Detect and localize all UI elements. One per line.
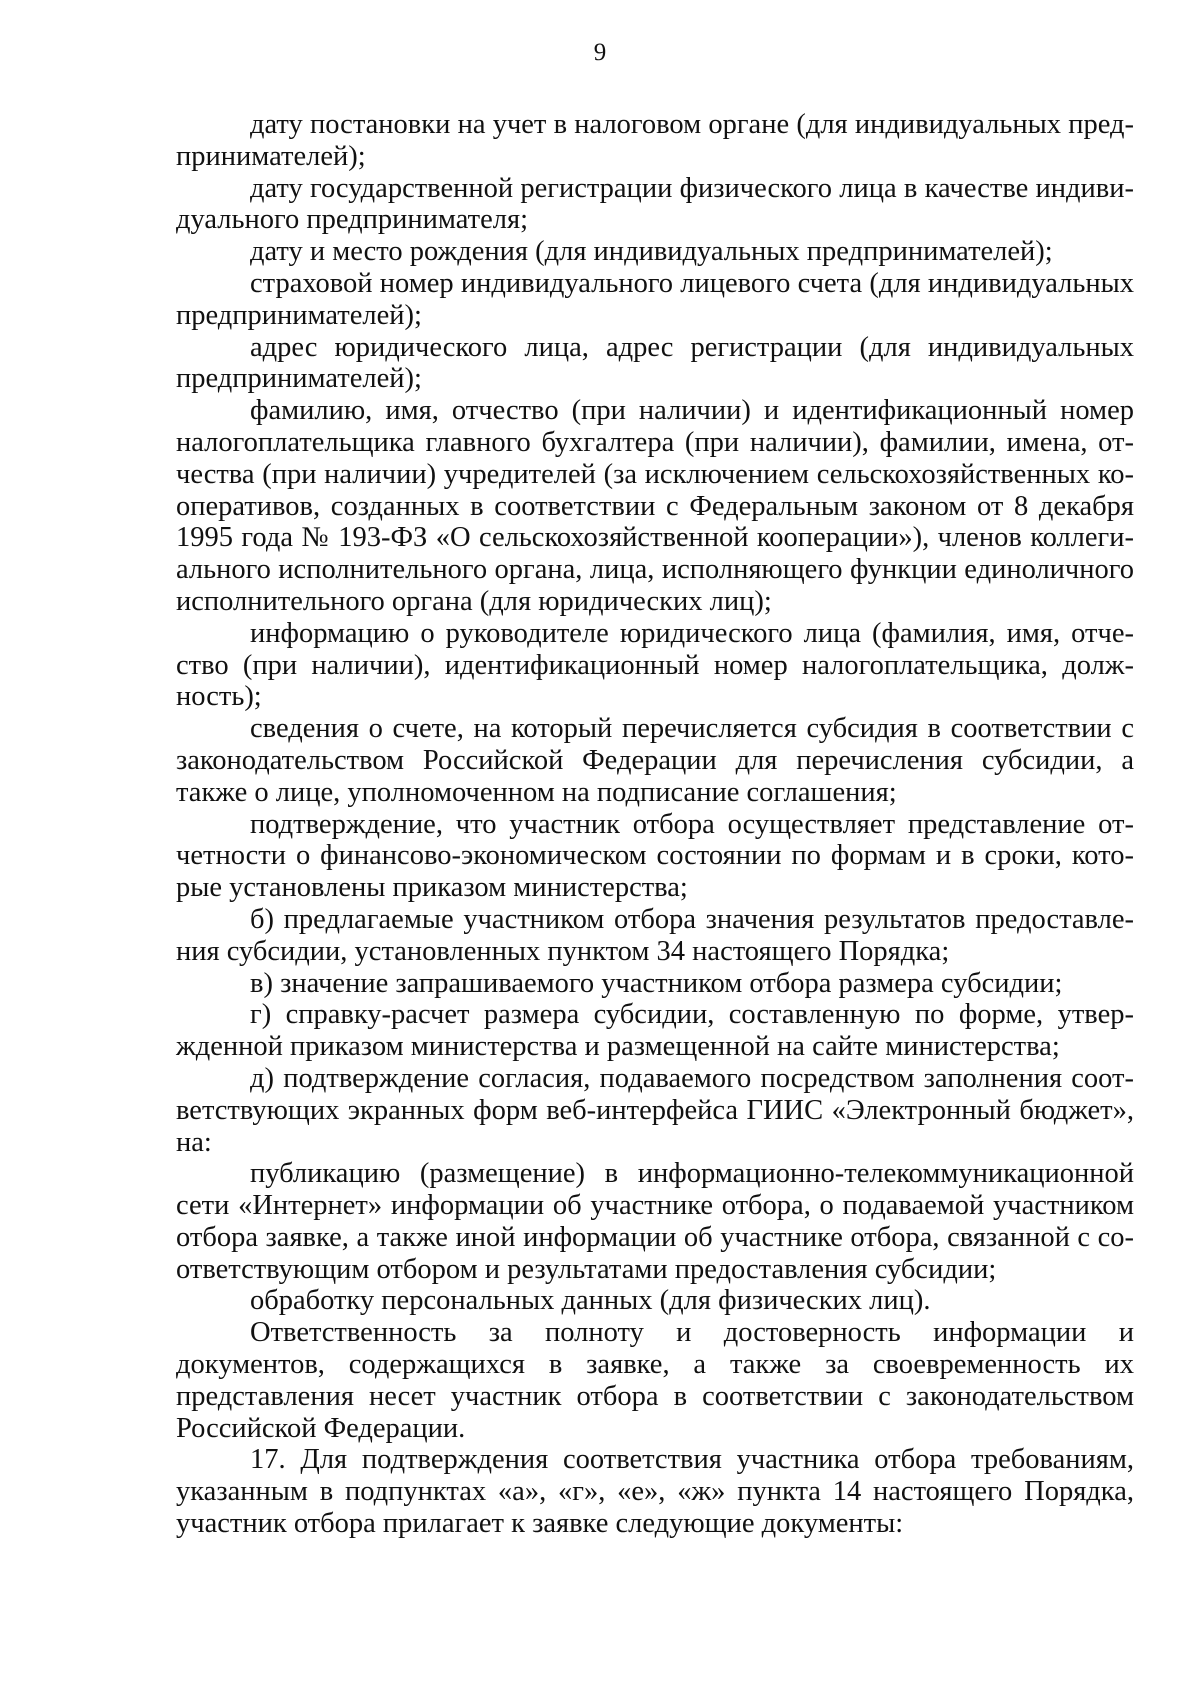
paragraph-item-g: г) справку-расчет размера субсидии, составленную по форме, утвержденной приказом министерства и размещенной на сайте министерства; bbox=[176, 999, 1134, 1063]
paragraph-director-info: информацию о руководителе юридического лица (фамилия, имя, отчество (при наличии), идентификационный номер налогоплательщика, должность); bbox=[176, 617, 1134, 713]
paragraph-insurance-number: страховой номер индивидуального лицевого счета (для индивидуальных предпринимателей); bbox=[176, 267, 1134, 331]
paragraph-address: адрес юридического лица, адрес регистрации (для индивидуальных предпринимателей); bbox=[176, 331, 1134, 395]
page-number: 9 bbox=[593, 39, 607, 66]
paragraph-item-d: д) подтверждение согласия, подаваемого посредством заполнения соответствующих экранных форм веб-интерфейса ГИИС «Электронный бюджет», на: bbox=[176, 1062, 1134, 1158]
paragraph-tax-registration-date: дату постановки на учет в налоговом органе (для индивидуальных предпринимателей); bbox=[176, 109, 1134, 172]
paragraph-birth-date-place: дату и место рождения (для индивидуальных предпринимателей); bbox=[250, 236, 1053, 268]
paragraph-item-v: в) значение запрашиваемого участником отбора размера субсидии; bbox=[250, 967, 1063, 999]
paragraph-item-17: 17. Для подтверждения соответствия участника отбора требованиям, указанным в подпунктах «а», «г», «е», «ж» пункта 14 настоящего Порядка, участник отбора прилагает к заявке следующие документы: bbox=[176, 1444, 1134, 1540]
paragraph-responsibility: Ответственность за полноту и достоверность информации и документов, содержащихся в заявке, а также за своевременность их представления несет участник отбора в соответствии с законодательством Российской Федерации. bbox=[176, 1317, 1134, 1444]
paragraph-reporting-confirmation: подтверждение, что участник отбора осуществляет представление отчетности о финансово-экономическом состоянии по формам и в сроки, которые установлены приказом министерства; bbox=[176, 808, 1134, 904]
document-body bbox=[176, 109, 1134, 1540]
paragraph-state-registration-date: дату государственной регистрации физического лица в качестве индивидуального предпринимателя; bbox=[176, 172, 1134, 236]
paragraph-founders-info: фамилию, имя, отчество (при наличии) и идентификационный номер налогоплательщика главного бухгалтера (при наличии), фамилии, имена, отчества (при наличии) учредителей (за исключением сельскохозяйственных кооперативов, созданных в соответствии с Федеральным законом от 8 декабря 1995 года № 193-ФЗ «О сельскохозяйственной кооперации»), членов коллегиального исполнительного органа, лица, исполняющего функции единоличного исполнительного органа (для юридических лиц); bbox=[176, 395, 1134, 617]
paragraph-publication-consent: публикацию (размещение) в информационно-телекоммуникационной сети «Интернет» информации об участнике отбора, о подаваемой участником отбора заявке, а также иной информации об участнике отбора, связанной с соответствующим отбором и результатами предоставления субсидии; bbox=[176, 1158, 1134, 1285]
paragraph-personal-data: обработку персональных данных (для физических лиц). bbox=[250, 1285, 931, 1317]
paragraph-account-info: сведения о счете, на который перечисляется субсидия в соответствии с законодательством Российской Федерации для перечисления субсидии, а также о лице, уполномоченном на подписание соглашения; bbox=[176, 713, 1134, 808]
paragraph-item-b: б) предлагаемые участником отбора значения результатов предоставления субсидии, установленных пунктом 34 настоящего Порядка; bbox=[176, 903, 1134, 967]
